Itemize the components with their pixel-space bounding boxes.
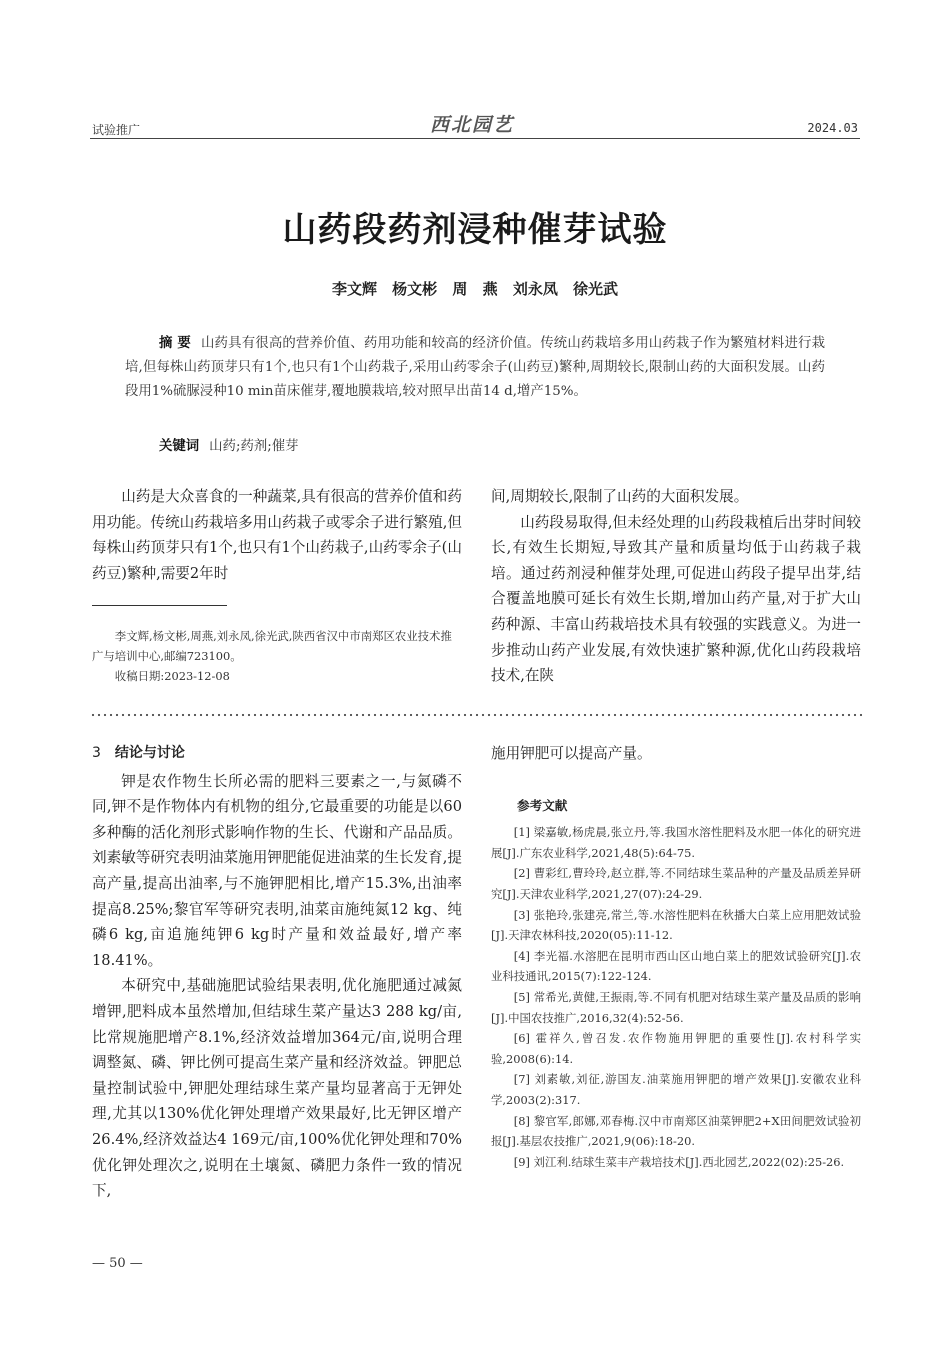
reference-item: [8] 黎官军,郎娜,邓春梅.汉中市南郑区油菜钾肥2+X田间肥效试验初报[J].基层农技推广,2021,9(06):18-20. <box>491 1113 861 1149</box>
section-number: 3 <box>92 745 101 761</box>
references-title: 参考文献 <box>517 797 568 813</box>
intro-paragraph: 山药段易取得,但未经处理的山药段栽植后出芽时间较长,有效生长期短,导致其产量和质量均低于山药栽子栽培。通过药剂浸种催芽处理,可促进山药段子提早出芽,结合覆盖地膜可延长有效生长期,增加山药产量,对于扩大山药种源、丰富山药栽培技术具有较强的实践意义。为进一步推动山药产业发展,有效快速扩繁种源,优化山药段栽培技术,在陕 <box>491 513 861 685</box>
reference-item: [2] 曹彩红,曹玲玲,赵立群,等.不同结球生菜品种的产量及品质差异研究[J].天津农业科学,2021,27(07):24-29. <box>491 866 861 901</box>
keywords-text: 山药;药剂;催芽 <box>209 439 299 454</box>
conclusion-paragraph: 本研究中,基础施肥试验结果表明,优化施肥通过减氮增钾,肥料成本虽然增加,但结球生菜产量达3 288 kg/亩,比常规施肥增产8.1%,经济效益增加364元/亩,说明合理调整氮、磷、钾比例可提高生菜产量和经济效益。钾肥总量控制试验中,钾肥处理结球生菜产量均显著高于无钾处理,尤其以130%优化钾处理增产效果最好,比无钾区增产26.4%,经济效益达4 169元/亩,100%优化钾处理和70%优化钾处理次之,说明在土壤氮、磷肥力条件一致的情况下, <box>92 977 462 1200</box>
received-date: 收稿日期:2023-12-08 <box>114 669 230 683</box>
section-label: 试验推广 <box>92 123 141 137</box>
abstract-text: 山药具有很高的营养价值、药用功能和较高的经济价值。传统山药栽培多用山药栽子作为繁殖材料进行栽培,但每株山药顶芽只有1个,也只有1个山药栽子,采用山药零余子(山药豆)繁种,周期较长,限制山药的大面积发展。山药段用1%硫脲浸种10 min苗床催芽,覆地膜栽培,较对照早出苗14 d,增产15%。 <box>125 336 825 399</box>
footnote-divider <box>92 605 227 606</box>
intro-paragraph: 山药是大众喜食的一种蔬菜,具有很高的营养价值和药用功能。传统山药栽培多用山药栽子或零余子进行繁殖,但每株山药顶芽只有1个,也只有1个山药栽子,山药零余子(山药豆)繁种,需要2年时 <box>92 488 462 582</box>
intro-right-column <box>491 484 861 689</box>
section-heading <box>92 741 462 767</box>
references-column <box>491 741 861 1172</box>
abstract <box>125 332 825 404</box>
article-title: 山药段药剂浸种催芽试验 <box>282 210 668 250</box>
header-divider <box>90 138 860 139</box>
reference-item: [4] 李光福.水溶肥在昆明市西山区山地白菜上的肥效试验研究[J].农业科技通讯,2015(7):122-124. <box>491 948 861 984</box>
conclusion-paragraph: 钾是农作物生长所必需的肥料三要素之一,与氮磷不同,钾不是作物体内有机物的组分,它最重要的功能是以60多种酶的活化剂形式影响作物的生长、代谢和产品品质。刘素敏等研究表明油菜施用钾肥能促进油菜的生长发育,提高产量,提高出油率,与不施钾肥相比,增产15.3%,出油率提高8.25%;黎官军等研究表明,油菜亩施纯氮12 kg、纯磷6 kg,亩追施纯钾6 kg时产量和效益最好,增产率18.41%。 <box>92 772 462 969</box>
author-list: 李文辉 杨文彬 周 燕 刘永凤 徐光武 <box>331 280 619 298</box>
section-title: 结论与讨论 <box>114 745 185 761</box>
reference-item: [6] 霍祥久,曾召发.农作物施用钾肥的重要性[J].农村科学实验,2008(6):14. <box>491 1031 861 1066</box>
journal-logo: 西北园艺 <box>430 114 515 136</box>
page-number: — 50 — <box>92 1256 143 1271</box>
reference-item: [5] 常希光,黄健,王振雨,等.不同有机肥对结球生菜产量及品质的影响[J].中国农技推广,2016,32(4):52-56. <box>491 989 861 1025</box>
issue-number: 2024.03 <box>807 121 858 135</box>
intro-left-column <box>92 484 462 586</box>
conclusion-paragraph-continued: 施用钾肥可以提高产量。 <box>491 745 652 762</box>
reference-item: [9] 刘江利.结球生菜丰产栽培技术[J].西北园艺,2022(02):25-26. <box>513 1154 845 1169</box>
reference-item: [3] 张艳玲,张建亮,常兰,等.水溶性肥料在秋播大白菜上应用肥效试验[J].天津农林科技,2020(05):11-12. <box>491 907 861 943</box>
footnote <box>92 626 462 686</box>
author-affiliation: 李文辉,杨文彬,周燕,刘永凤,徐光武,陕西省汉中市南郑区农业技术推广与培训中心,邮编723100。 <box>92 629 452 663</box>
abstract-label: 摘 要 <box>159 336 191 351</box>
conclusion-column <box>92 741 462 1204</box>
reference-item: [7] 刘素敏,刘征,游国友.油菜施用钾肥的增产效果[J].安徽农业科学,2003(2):317. <box>491 1072 861 1107</box>
reference-item: [1] 梁嘉敏,杨虎晨,张立丹,等.我国水溶性肥料及水肥一体化的研究进展[J].广东农业科学,2021,48(5):64-75. <box>491 825 861 860</box>
dotted-separator <box>90 712 862 718</box>
keywords <box>125 435 825 454</box>
intro-paragraph-continued: 间,周期较长,限制了山药的大面积发展。 <box>491 488 749 505</box>
keywords-label: 关键词 <box>159 439 200 454</box>
